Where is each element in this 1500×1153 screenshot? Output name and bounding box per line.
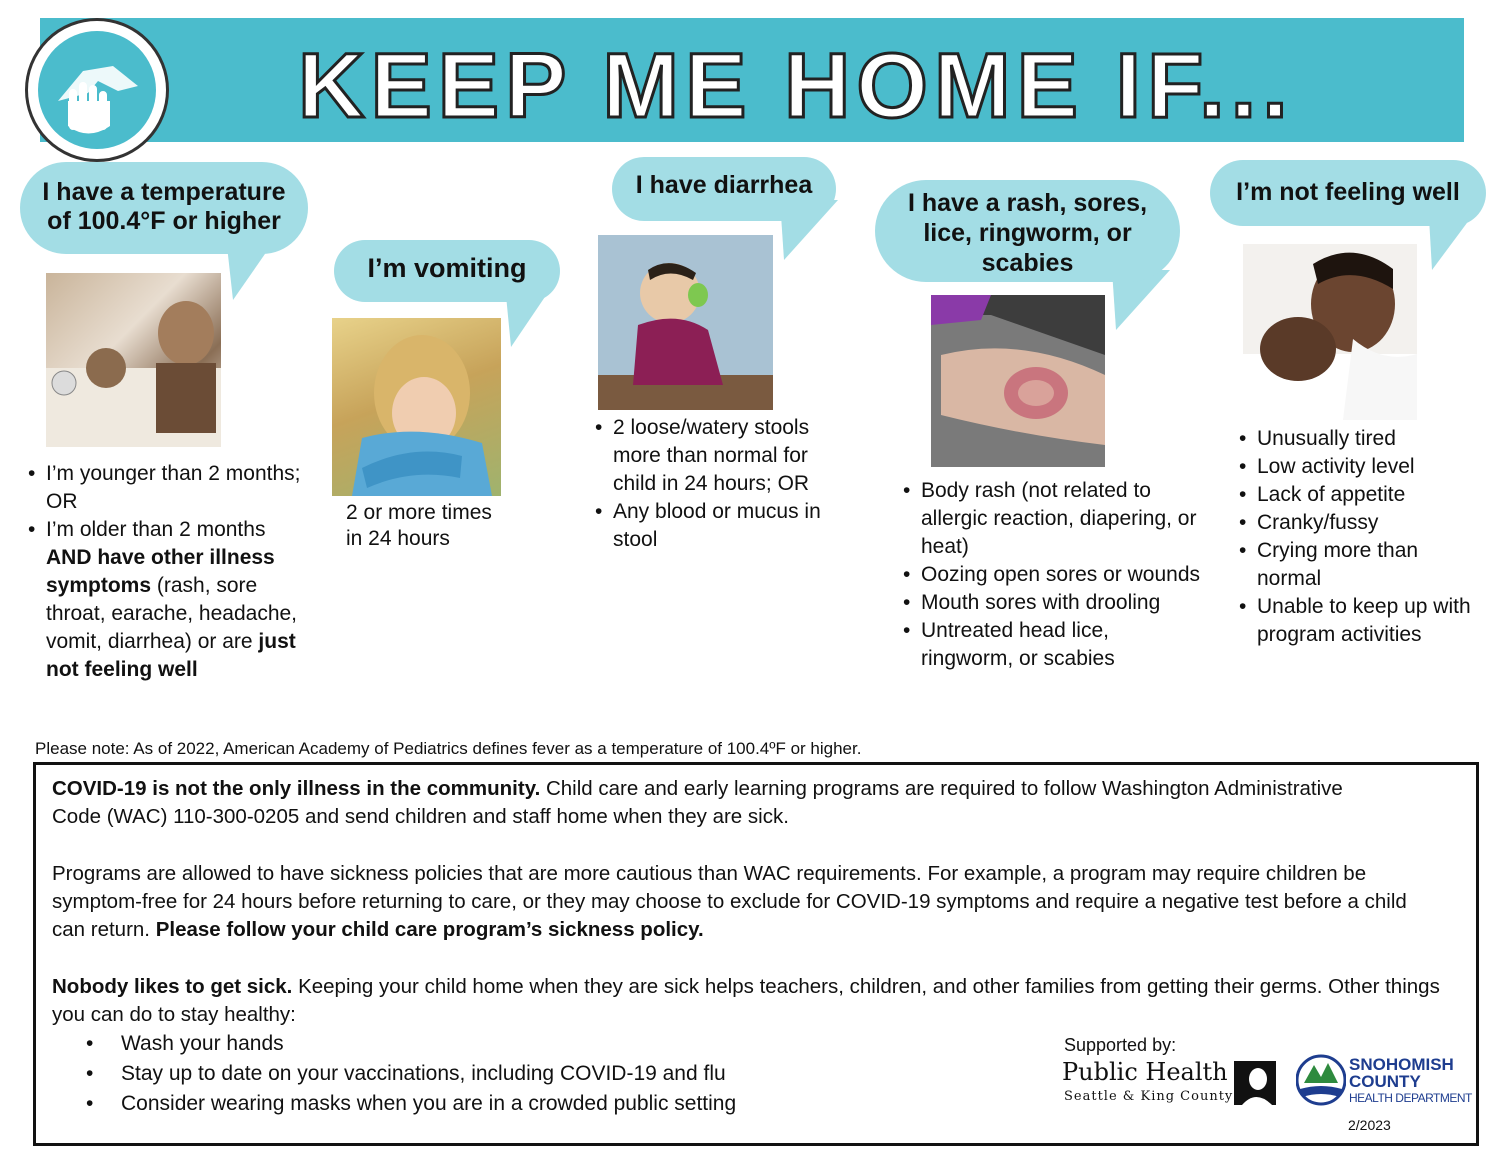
text-line: 2 or more times bbox=[346, 501, 492, 524]
header-banner bbox=[40, 18, 1464, 142]
list-item: • Unable to keep up with program activities bbox=[1239, 593, 1474, 649]
list-item: • Mouth sores with drooling bbox=[903, 589, 1203, 617]
list-item: • I’m younger than 2 months; OR bbox=[28, 460, 303, 516]
bubble-line: of 100.4°F or higher bbox=[47, 206, 281, 235]
bubble-line: scabies bbox=[981, 249, 1074, 277]
list-item: • Low activity level bbox=[1239, 453, 1474, 481]
logo bbox=[25, 18, 169, 162]
fever-note: Please note: As of 2022, American Academy of Pediatrics defines fever as a temperature of 100.4ºF or higher. bbox=[35, 739, 862, 758]
fever-criteria bbox=[28, 460, 303, 684]
bubble-rash bbox=[875, 180, 1180, 282]
public-health-sub: Seattle & King County bbox=[1064, 1089, 1234, 1104]
page-title: KEEP ME HOME IF... bbox=[298, 35, 1294, 137]
bubble-fever bbox=[20, 162, 308, 254]
list-item: • Unusually tired bbox=[1239, 425, 1474, 453]
snohomish-name bbox=[1349, 1056, 1454, 1090]
bubble-vomiting bbox=[334, 240, 560, 302]
diarrhea-criteria bbox=[595, 414, 835, 554]
text-run: Keeping your child home when they are sick helps teachers, children, and other families from getting their germs. Other things you can do to stay healthy: bbox=[52, 975, 1440, 1026]
king-county-logo-icon bbox=[1234, 1061, 1276, 1105]
list-item: • Untreated head lice, ringworm, or scabies bbox=[903, 617, 1203, 673]
text-run: Nobody likes to get sick. bbox=[52, 975, 293, 998]
helping-hands-icon bbox=[38, 31, 156, 149]
text-run: I’m older than 2 months bbox=[46, 518, 266, 541]
bubble-line: I have diarrhea bbox=[635, 171, 813, 199]
publish-date: 2/2023 bbox=[1348, 1117, 1391, 1133]
not-well-criteria bbox=[1239, 425, 1474, 649]
list-item: • Body rash (not related to allergic reaction, diapering, or heat) bbox=[903, 477, 1203, 561]
list-item bbox=[28, 516, 303, 684]
bubble-line: I’m vomiting bbox=[367, 253, 527, 283]
list-item: • Wash your hands bbox=[86, 1029, 736, 1059]
bubble-diarrhea bbox=[612, 157, 836, 221]
list-item: • Stay up to date on your vaccinations, including COVID-19 and flu bbox=[86, 1059, 736, 1089]
paragraph-covid bbox=[52, 775, 1372, 831]
list-item: • Crying more than normal bbox=[1239, 537, 1474, 593]
text-run: COVID-19 is not the only illness in the community. bbox=[52, 777, 541, 800]
text-run: AND have other illness symptoms bbox=[46, 546, 275, 597]
photo-diarrhea bbox=[598, 235, 773, 410]
info-box bbox=[33, 762, 1479, 1146]
photo-rash bbox=[931, 295, 1105, 467]
text-line: COUNTY bbox=[1349, 1072, 1421, 1091]
bubble-line: I’m not feeling well bbox=[1236, 178, 1460, 206]
text-run: Please follow your child care program’s sickness policy. bbox=[155, 918, 704, 941]
list-item: • Any blood or mucus in stool bbox=[595, 498, 835, 554]
bubble-not-well bbox=[1210, 160, 1486, 226]
text-run: just not feeling well bbox=[46, 630, 296, 681]
public-health-name: Public Health bbox=[1062, 1058, 1228, 1086]
supported-by-label: Supported by: bbox=[1064, 1035, 1177, 1055]
snohomish-logo-icon bbox=[1296, 1053, 1346, 1107]
text-run: (rash, sore throat, earache, headache, vomit, diarrhea) or are bbox=[46, 574, 298, 653]
bubble-line: I have a rash, sores, bbox=[907, 189, 1148, 217]
bubble-line: I have a temperature bbox=[42, 178, 286, 206]
photo-vomiting bbox=[332, 318, 501, 496]
list-item: • 2 loose/watery stools more than normal for child in 24 hours; OR bbox=[595, 414, 835, 498]
text-line: SNOHOMISH bbox=[1349, 1055, 1454, 1074]
text-run: Programs are allowed to have sickness policies that are more cautious than WAC requirements. For example, a program may require children be symptom-free for 24 hours before returning to care, or they may choose to exclude for COVID-19 symptoms and require a negative test before a child can return. bbox=[52, 862, 1407, 941]
vomiting-criteria bbox=[346, 500, 492, 552]
paragraph-policies bbox=[52, 860, 1412, 944]
list-item: • Cranky/fussy bbox=[1239, 509, 1474, 537]
text-run: Child care and early learning programs are required to follow Washington Administrative Code (WAC) 110-300-0205 and send children and staff home when they are sick. bbox=[52, 777, 1343, 828]
snohomish-sub: HEALTH DEPARTMENT bbox=[1349, 1091, 1472, 1105]
healthy-tips bbox=[86, 1029, 736, 1119]
photo-not-well bbox=[1243, 244, 1417, 420]
list-item: • Consider wearing masks when you are in a crowded public setting bbox=[86, 1089, 736, 1119]
photo-fever bbox=[46, 273, 221, 447]
bubble-line: lice, ringworm, or bbox=[923, 219, 1132, 247]
text-line: in 24 hours bbox=[346, 527, 450, 550]
rash-criteria bbox=[903, 477, 1203, 673]
list-item: • Lack of appetite bbox=[1239, 481, 1474, 509]
list-item: • Oozing open sores or wounds bbox=[903, 561, 1203, 589]
paragraph-healthy bbox=[52, 973, 1472, 1029]
